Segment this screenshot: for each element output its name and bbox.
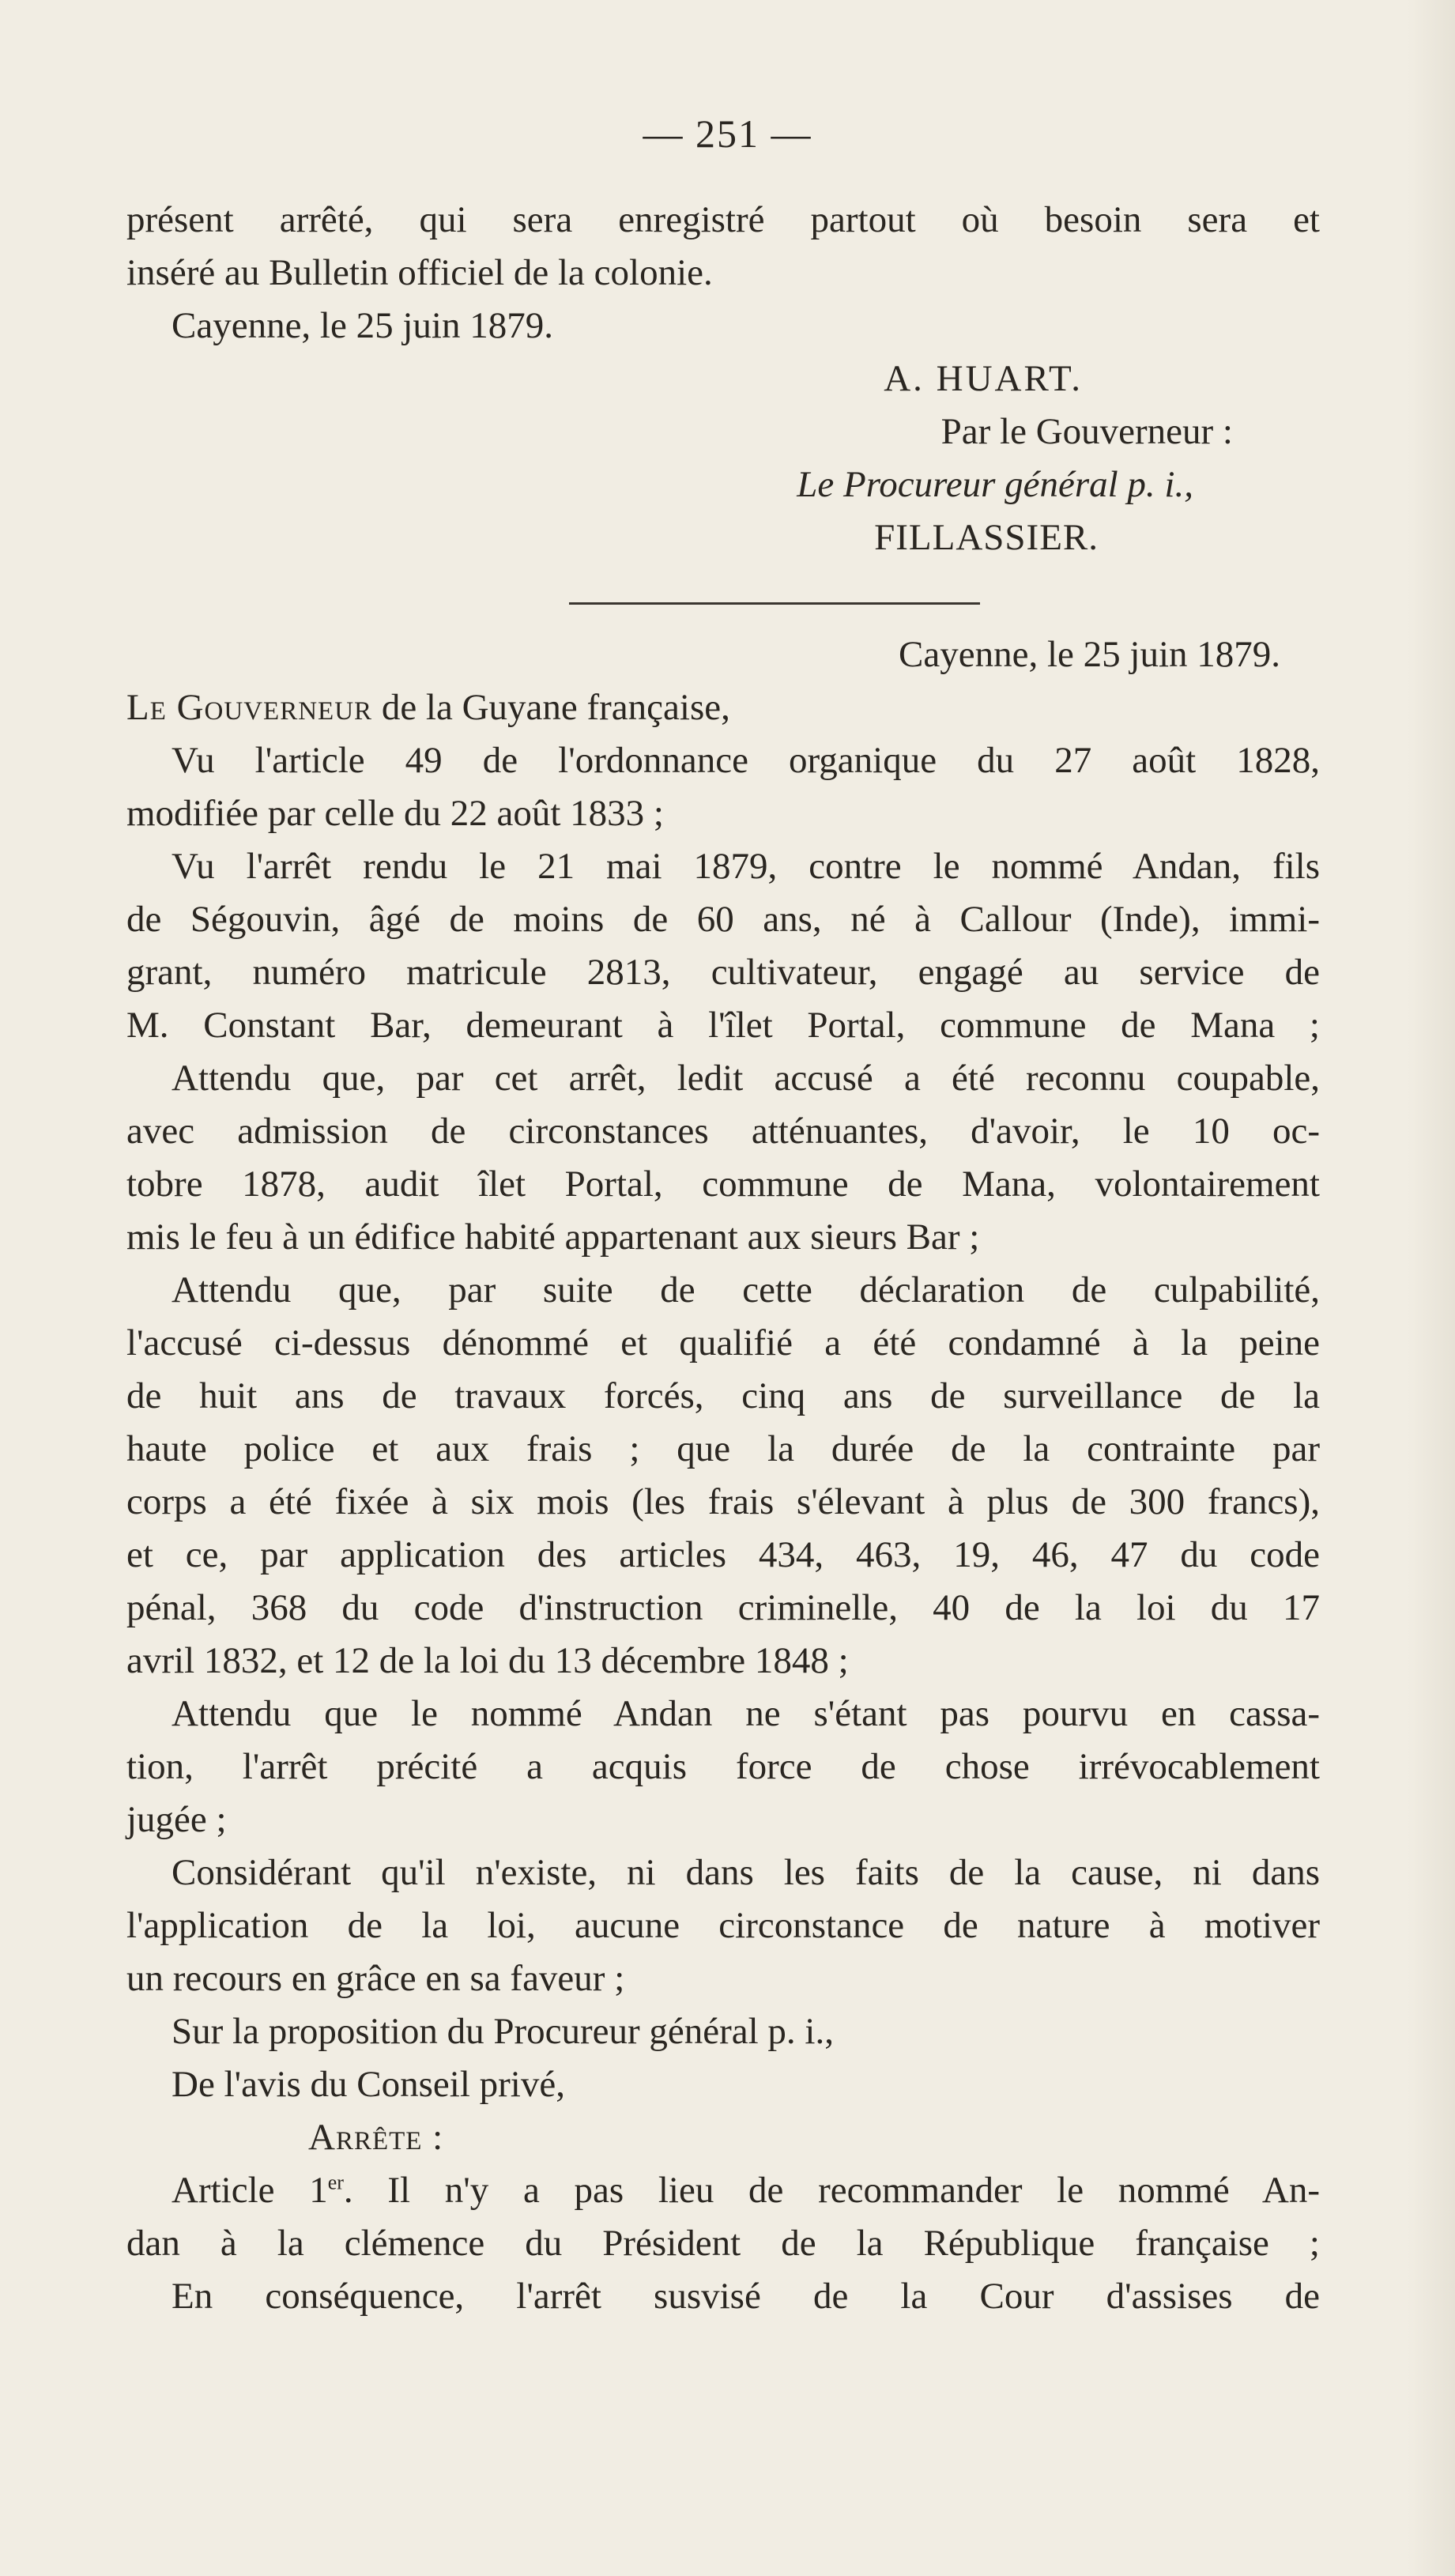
text-line: corps a été fixée à six mois (les frais s'élevant à plus de 300 francs), [126,1481,1320,1522]
text-line: modifiée par celle du 22 août 1833 ; [126,793,664,834]
text-line: Attendu que, par cet arrêt, ledit accusé a été reconnu coupable, [172,1058,1320,1099]
article-prefix: Article 1 [172,2170,328,2211]
paragraph [126,1264,1320,1688]
text-line: l'accusé ci-dessus dénommé et qualifié a été condamné à la peine [126,1322,1320,1363]
act-dateline: Cayenne, le 25 juin 1879. [899,634,1280,675]
paragraph [126,1052,1320,1264]
text-line: dan à la clémence du Président de la République française ; [126,2223,1320,2264]
paragraph [126,2058,1320,2111]
text-line: Sur la proposition du Procureur général p. i., [172,2011,834,2052]
paragraph [126,2005,1320,2058]
governor-title-rest: de la Guyane française, [372,687,730,728]
text-line: Vu l'article 49 de l'ordonnance organique du 27 août 1828, [172,740,1320,781]
text-line: haute police et aux frais ; que la durée de la contrainte par [126,1428,1320,1469]
text-line: présent arrêté, qui sera enregistré partout où besoin sera et [126,199,1320,240]
signature-name: A. HUART. [884,358,1083,399]
text-line: de huit ans de travaux forcés, cinq ans de surveillance de la [126,1375,1320,1416]
act-heading [126,681,1320,734]
text-line: Attendu que, par suite de cette déclaration de culpabilité, [172,1269,1320,1311]
text-line: avril 1832, et 12 de la loi du 13 décembre 1848 ; [126,1640,849,1681]
paragraph [126,1688,1320,1846]
text-line [126,2164,1320,2217]
article-text: . Il n'y a pas lieu de recommander le nommé An- [343,2170,1320,2211]
article-1 [126,2164,1320,2270]
text-line: de Ségouvin, âgé de moins de 60 ans, né à Callour (Inde), immi- [126,899,1320,940]
paragraph [126,1846,1320,2005]
signature-block [126,300,1320,564]
text-line: En conséquence, l'arrêt susvisé de la Cour d'assises de [172,2276,1320,2317]
text-line: mis le feu à un édifice habité appartenant aux sieurs Bar ; [126,1216,980,1258]
text-line: tobre 1878, audit îlet Portal, commune de Mana, volontairement [126,1164,1320,1205]
arrete-label: Arrête : [308,2117,444,2158]
text-line: pénal, 368 du code d'instruction criminelle, 40 de la loi du 17 [126,1587,1320,1628]
text-line: Considérant qu'il n'existe, ni dans les faits de la cause, ni dans [172,1852,1320,1893]
text-line: De l'avis du Conseil privé, [172,2064,565,2105]
governor-title: Le Gouverneur [126,687,373,728]
text-line: grant, numéro matricule 2813, cultivateur, engagé au service de [126,952,1320,993]
final-paragraph [126,2270,1320,2323]
text-line: un recours en grâce en sa faveur ; [126,1958,625,1999]
page-body [126,194,1320,2323]
arrete-heading [126,2111,1320,2164]
signature-procureur-name: FILLASSIER. [874,517,1099,558]
page-number: — 251 — [643,111,812,156]
text-line: l'application de la loi, aucune circonstance de nature à motiver [126,1905,1320,1946]
section-divider [569,602,980,605]
text-line: inséré au Bulletin officiel de la colonie. [126,252,713,293]
text-line: Vu l'arrêt rendu le 21 mai 1879, contre le nommé Andan, fils [172,846,1320,887]
page-edge-shadow [1408,0,1455,2576]
paragraph [126,840,1320,1052]
opening-paragraph [126,194,1320,300]
text-line: avec admission de circonstances atténuantes, d'avoir, le 10 oc- [126,1111,1320,1152]
text-line: tion, l'arrêt précité a acquis force de chose irrévocablement [126,1746,1320,1787]
text-line: et ce, par application des articles 434, 463, 19, 46, 47 du code [126,1534,1320,1575]
text-line: jugée ; [126,1799,227,1840]
signature-par: Par le Gouverneur : [940,411,1233,452]
article-sup: er [327,2171,344,2194]
text-line: M. Constant Bar, demeurant à l'îlet Portal, commune de Mana ; [126,1005,1320,1046]
signature-procureur: Le Procureur général p. i., [797,464,1193,505]
signature-city-date: Cayenne, le 25 juin 1879. [172,305,553,346]
paragraph [126,734,1320,840]
text-line: Attendu que le nommé Andan ne s'étant pas pourvu en cassa- [172,1693,1320,1734]
